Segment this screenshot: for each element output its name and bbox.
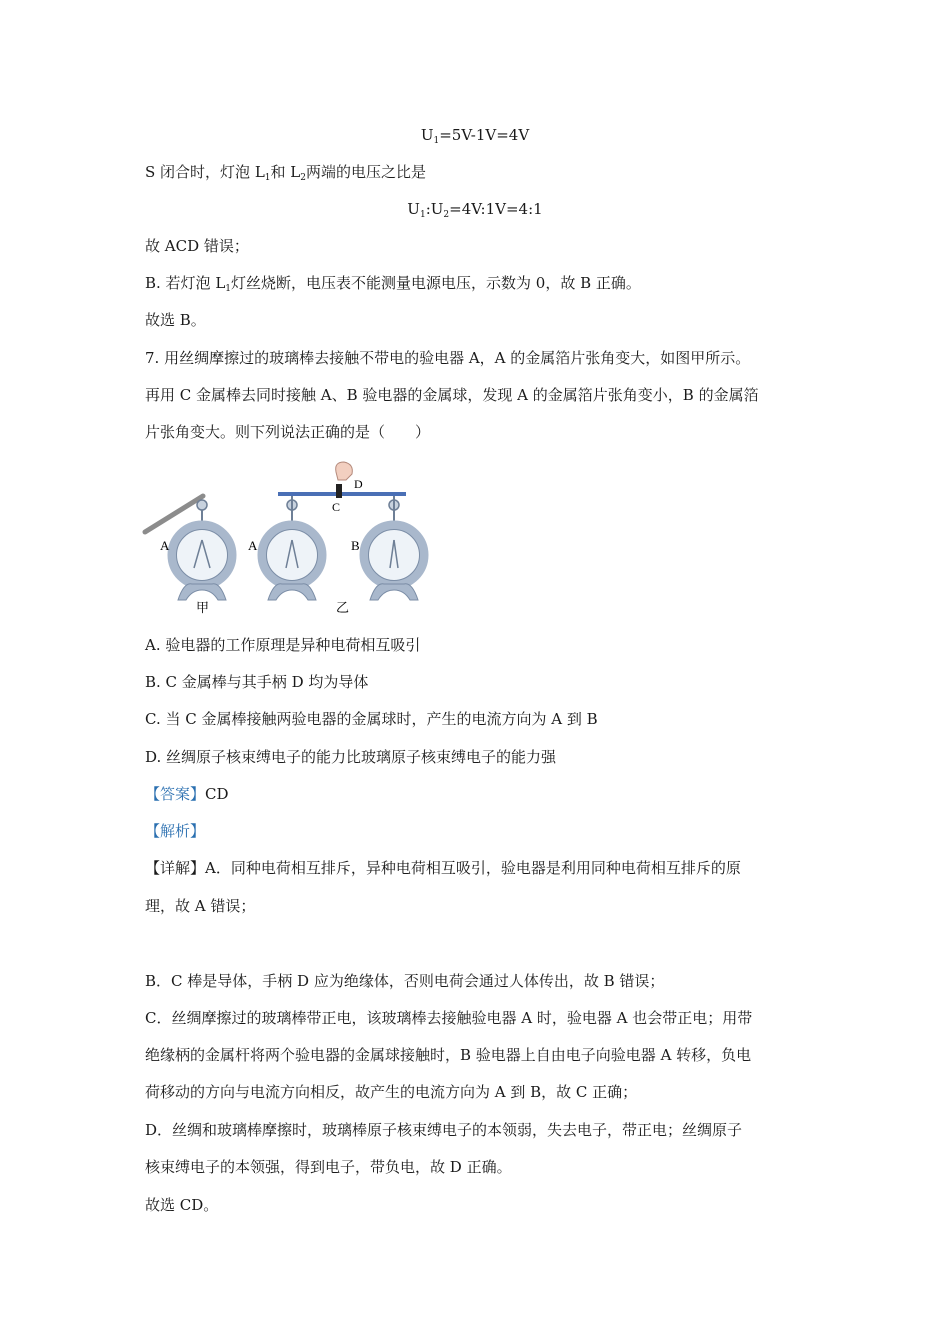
hand-icon bbox=[336, 462, 353, 480]
detail-tag: 【详解】 bbox=[145, 859, 206, 877]
answer-tag: 【答案】 bbox=[145, 785, 206, 803]
detail-line-1: 【详解】A．同种电荷相互排斥，异种电荷相互吸引，验电器是利用同种电荷相互排斥的原 bbox=[145, 859, 741, 877]
ratio-sentence: S 闭合时，灯泡 $L_1$和 $L_2$两端的电压之比是 bbox=[145, 163, 426, 183]
question-7-line-3: 片张角变大。则下列说法正确的是（ ） bbox=[145, 423, 431, 441]
label-c: C bbox=[332, 500, 341, 514]
answer-value: CD bbox=[205, 785, 229, 803]
detail-line-2: 理，故 A 错误； bbox=[145, 897, 256, 915]
caption-jia: 甲 bbox=[196, 601, 210, 616]
option-d: D. 丝绸原子核束缚电子的能力比玻璃原子核束缚电子的能力强 bbox=[145, 748, 557, 766]
option-a: A. 验电器的工作原理是异种电荷相互吸引 bbox=[145, 636, 421, 654]
electroscope-yi-b bbox=[364, 496, 424, 600]
choose-b: 故选 B。 bbox=[145, 311, 206, 329]
option-b: B. C 金属棒与其手柄 D 均为导体 bbox=[145, 673, 369, 691]
analysis-tag: 【解析】 bbox=[145, 822, 206, 840]
final-choice: 故选 CD。 bbox=[145, 1196, 219, 1214]
explanation-c-2: 绝缘柄的金属杆将两个验电器的金属球接触时，B 验电器上自由电子向验电器 A 转移，负电 bbox=[145, 1046, 752, 1064]
explanation-c-1: C．丝绸摩擦过的玻璃棒带正电，该玻璃棒去接触验电器 A 时，验电器 A 也会带正电；用带 bbox=[145, 1009, 753, 1027]
explanation-d-2: 核束缚电子的本领强，得到电子，带负电，故 D 正确。 bbox=[145, 1158, 512, 1176]
label-d: D bbox=[354, 477, 363, 491]
acd-wrong: 故 ACD 错误； bbox=[145, 237, 249, 255]
electroscope-jia-a bbox=[172, 500, 232, 600]
caption-yi: 乙 bbox=[336, 601, 350, 616]
label-a-yi: A bbox=[248, 538, 258, 553]
option-b-explanation: B. 若灯泡 $L_1$灯丝烧断，电压表不能测量电源电压，示数为 0，故 B 正确。 bbox=[145, 274, 641, 294]
electroscope-figure bbox=[140, 460, 440, 620]
explanation-d-1: D．丝绸和玻璃棒摩擦时，玻璃棒原子核束缚电子的本领弱，失去电子，带正电；丝绸原子 bbox=[145, 1121, 743, 1139]
answer-line bbox=[145, 783, 229, 805]
question-7-line-1: 7. 用丝绸摩擦过的玻璃棒去接触不带电的验电器 A，A 的金属箔片张角变大，如图甲所示。 bbox=[145, 349, 751, 367]
question-7-line-2: 再用 C 金属棒去同时接触 A、B 验电器的金属球，发现 A 的金属箔片张角变小，B 的金属箔 bbox=[145, 386, 759, 404]
equation-u1: $U_1=5V-1V=4V$ bbox=[420, 126, 530, 146]
label-b: B bbox=[351, 538, 360, 553]
explanation-c-3: 荷移动的方向与电流方向相反，故产生的电流方向为 A 到 B，故 C 正确； bbox=[145, 1083, 638, 1101]
equation-ratio: $U_1:U_2=4V:1V=4:1$ bbox=[407, 200, 543, 220]
option-c: C. 当 C 金属棒接触两验电器的金属球时，产生的电流方向为 A 到 B bbox=[145, 710, 598, 728]
explanation-b: B．C 棒是导体，手柄 D 应为绝缘体，否则电荷会通过人体传出，故 B 错误； bbox=[145, 972, 665, 990]
label-a-jia: A bbox=[160, 538, 170, 553]
electroscope-yi-a bbox=[262, 496, 322, 600]
rod-handle-d bbox=[336, 484, 342, 498]
